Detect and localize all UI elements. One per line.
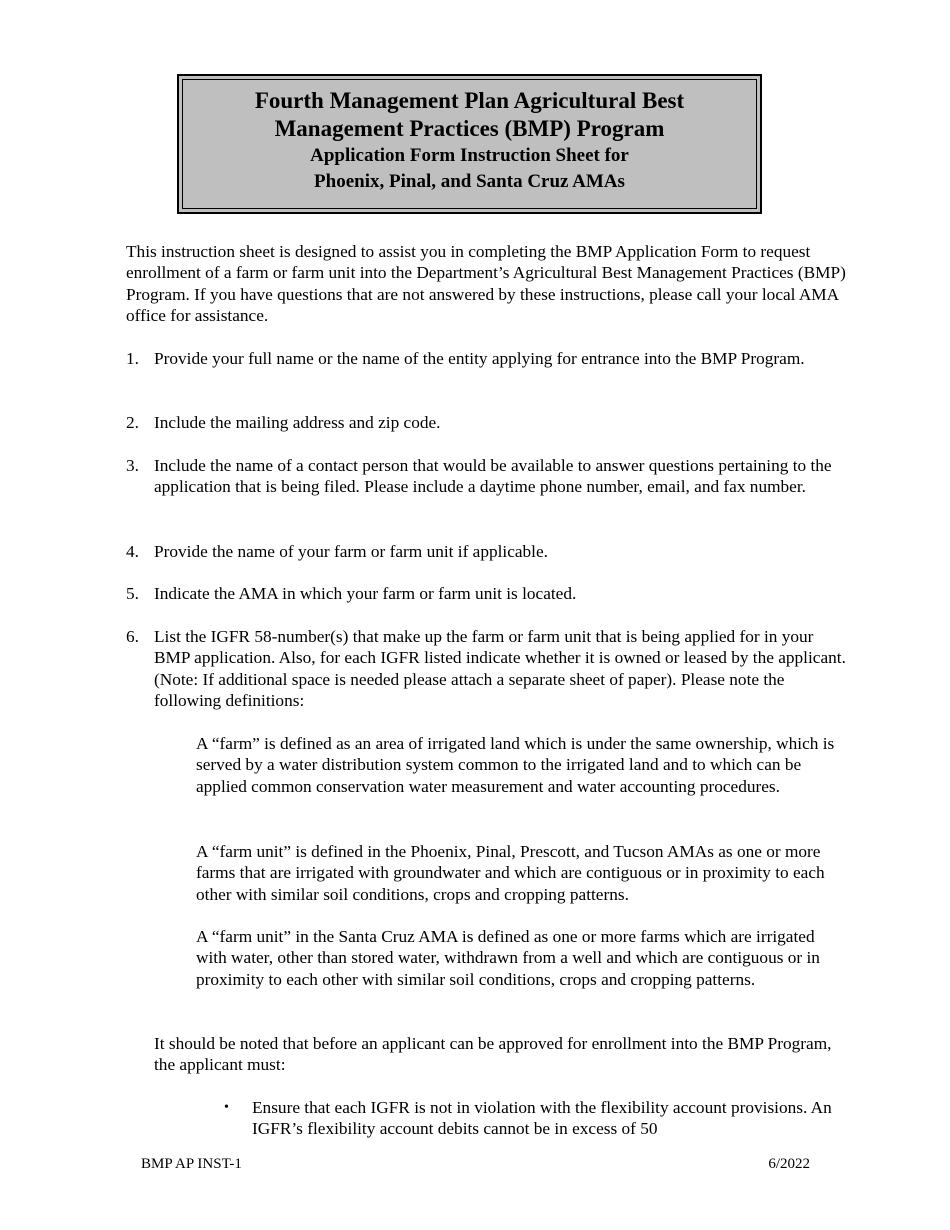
list-item-text: Provide your full name or the name of the entity applying for entrance into the BMP Program.: [154, 349, 805, 368]
list-item-4: [126, 541, 846, 562]
bullet-item: [224, 1097, 844, 1140]
title-box: [177, 74, 762, 214]
list-number: 2.: [126, 413, 139, 432]
footer-form-id: BMP AP INST-1: [141, 1156, 242, 1172]
list-item-text: Provide the name of your farm or farm unit if applicable.: [154, 542, 548, 561]
list-item-1: [126, 348, 846, 369]
list-item-text: Indicate the AMA in which your farm or farm unit is located.: [154, 584, 577, 603]
list-item-2: [126, 412, 846, 433]
list-number: 3.: [126, 456, 139, 475]
document-title: [179, 87, 760, 195]
list-item-text: Include the mailing address and zip code.: [154, 413, 441, 432]
definition-farm: A “farm” is defined as an area of irrigated land which is under the same ownership, which is served by a water distribution system common to the irrigated land and to which can be applied common conservation water measurement and water accounting procedures.: [196, 734, 835, 796]
footer-date: 6/2022: [768, 1156, 810, 1172]
subtitle-line-2: Phoenix, Pinal, and Santa Cruz AMAs: [314, 171, 625, 192]
intro-paragraph: This instruction sheet is designed to assist you in completing the BMP Application Form to request enrollment of a farm or farm unit into the Department’s Agricultural Best Management Practices (BMP) Program. If you have questions that are not answered by these instructions, please call your local AMA office for assistance.: [126, 242, 846, 325]
definition-farm-unit: A “farm unit” is defined in the Phoenix, Pinal, Prescott, and Tucson AMAs as one or more farms that are irrigated with groundwater and which are contiguous or in proximity to each other with similar soil conditions, crops and cropping patterns.: [196, 842, 825, 904]
list-number: 6.: [126, 627, 139, 646]
list-number: 5.: [126, 584, 139, 603]
subtitle-line-1: Application Form Instruction Sheet for: [310, 145, 629, 166]
title-line-1: Fourth Management Plan Agricultural Best: [254, 88, 685, 113]
list-item-text: Include the name of a contact person that would be available to answer questions pertaining to the application that is being filed. Please include a daytime phone number, email, and fax number.: [154, 456, 832, 497]
enrollment-note: It should be noted that before an applicant can be approved for enrollment into the BMP Program, the applicant must:: [154, 1034, 832, 1075]
list-item-5: [126, 583, 846, 604]
bullet-icon: •: [224, 1100, 229, 1115]
title-line-2: Management Practices (BMP) Program: [274, 116, 665, 141]
bullet-text: Ensure that each IGFR is not in violation with the flexibility account provisions. An IGFR’s flexibility account debits cannot be in excess of 50: [252, 1098, 832, 1139]
list-item-text: List the IGFR 58-number(s) that make up the farm or farm unit that is being applied for in your BMP application. Also, for each IGFR listed indicate whether it is owned or leased by the applicant. (Note: If additional space is needed please attach a separate sheet of paper). Please note the following definitions:: [154, 627, 846, 710]
definition-farm-unit-santa-cruz: A “farm unit” in the Santa Cruz AMA is defined as one or more farms which are irrigated with water, other than stored water, withdrawn from a well and which are contiguous or in proximity to each other with similar soil conditions, crops and cropping patterns.: [196, 927, 820, 989]
list-number: 4.: [126, 542, 139, 561]
list-number: 1.: [126, 349, 139, 368]
list-item-3: [126, 455, 846, 498]
list-item-6: [126, 626, 846, 711]
